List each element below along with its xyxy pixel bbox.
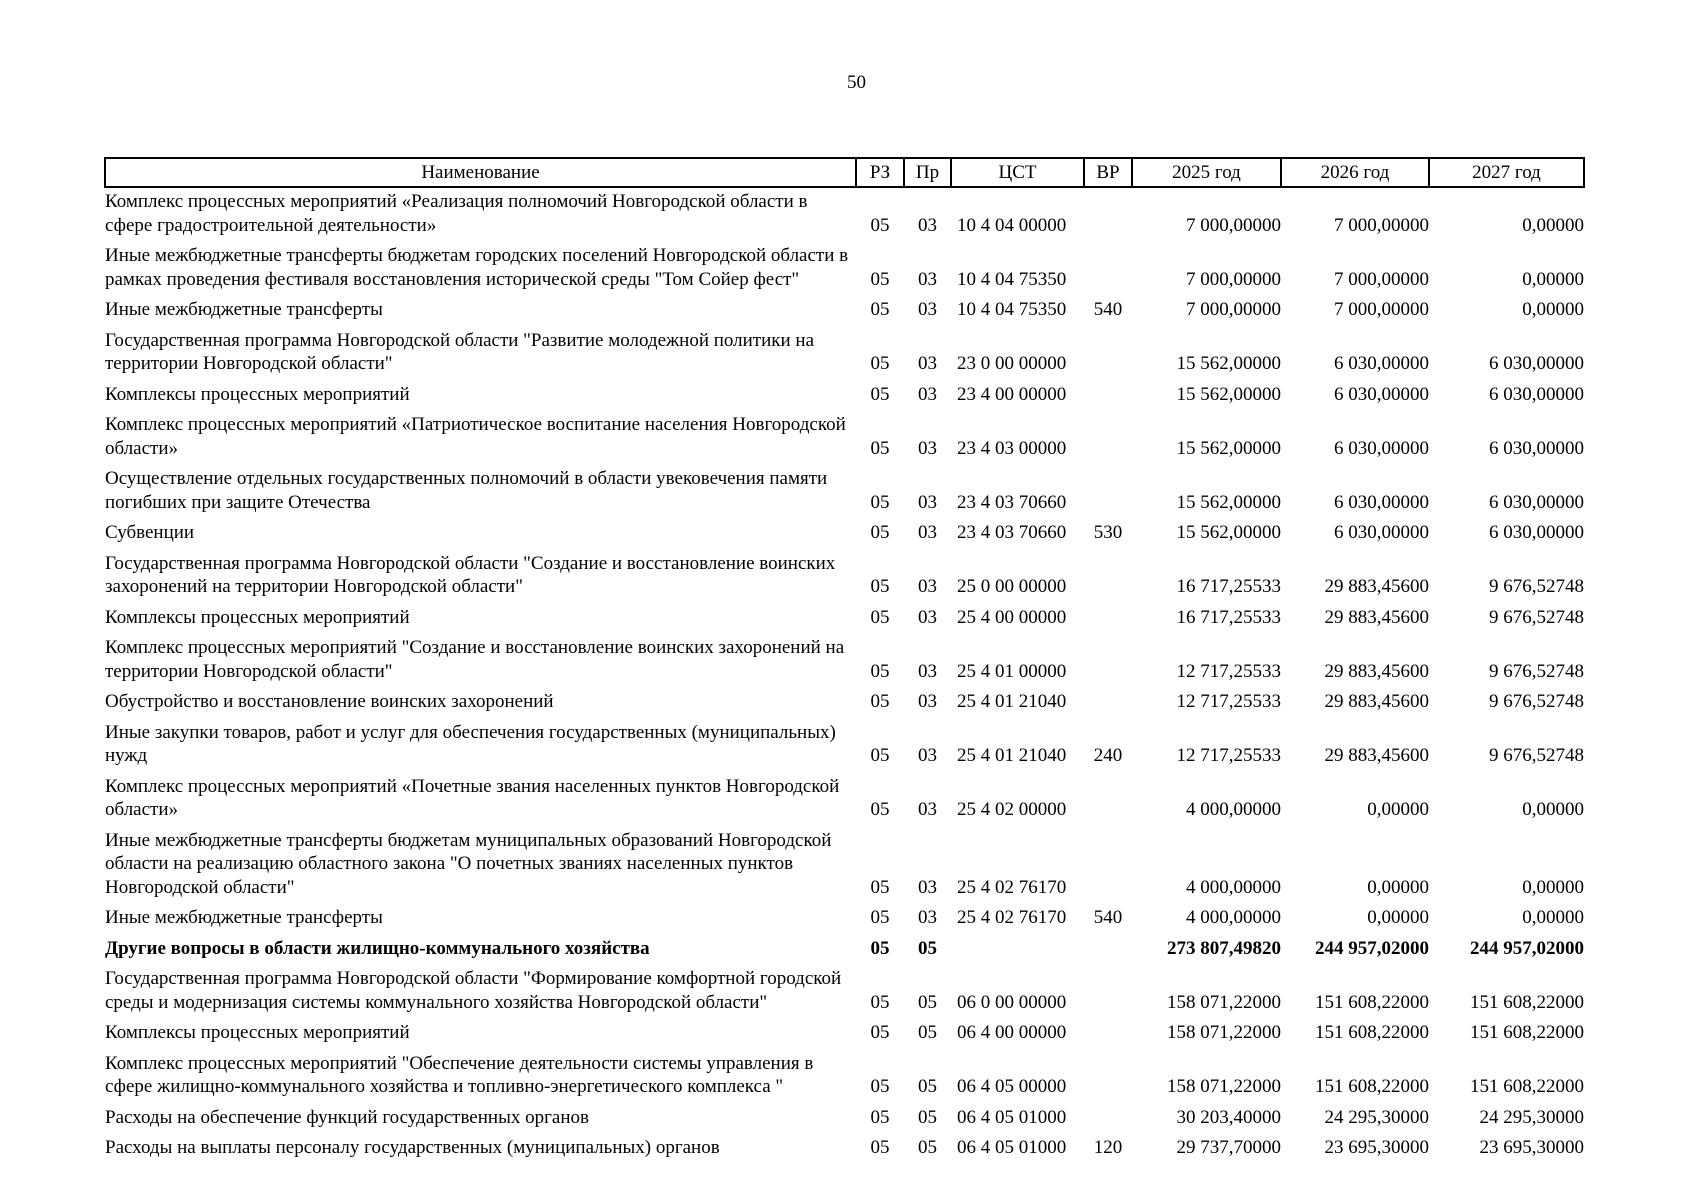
row-pr: 03 <box>918 799 937 820</box>
row-pr: 03 <box>918 491 937 513</box>
row-vr <box>1084 1016 1132 1047</box>
row-rz: 05 <box>870 1022 890 1043</box>
row-2025: 7 000,00000 <box>1186 299 1281 320</box>
row-2027: 9 676,52748 <box>1489 691 1584 712</box>
row-2026: 244 957,02000 <box>1315 937 1429 959</box>
budget-table <box>104 157 1585 1162</box>
row-2025: 16 717,25533 <box>1176 576 1281 597</box>
row-cst: 25 4 01 00000 <box>957 660 1067 682</box>
row-2026: 0,00000 <box>1367 799 1429 820</box>
row-2026: 6 030,00000 <box>1334 522 1429 543</box>
row-cst: 25 4 02 00000 <box>957 799 1067 820</box>
row-2025: 29 737,70000 <box>1176 1137 1281 1158</box>
table-row <box>105 187 1584 239</box>
row-2025: 7 000,00000 <box>1186 268 1281 290</box>
row-vr <box>1084 685 1132 716</box>
header-pr: Пр <box>904 158 951 187</box>
table-row <box>105 324 1584 378</box>
row-name: Иные межбюджетные трансферты бюджетам муниципальных образований Новгородской области на реализацию областного закона "О почетных званиях населенных пунктов Новгородской области" <box>105 829 832 898</box>
row-name: Иные закупки товаров, работ и услуг для обеспечения государственных (муниципальных) нужд <box>105 721 836 766</box>
row-pr: 03 <box>918 876 937 898</box>
row-2027: 6 030,00000 <box>1489 522 1584 543</box>
header-cst: ЦСТ <box>951 158 1084 187</box>
row-2025: 12 717,25533 <box>1176 691 1281 712</box>
row-pr: 05 <box>918 1022 937 1043</box>
row-rz: 05 <box>870 299 890 320</box>
row-pr: 03 <box>918 214 937 236</box>
header-rz: РЗ <box>856 158 904 187</box>
row-2027: 244 957,02000 <box>1470 937 1584 959</box>
row-rz: 05 <box>870 799 890 820</box>
row-rz: 05 <box>870 1106 890 1128</box>
header-2026: 2026 год <box>1281 158 1429 187</box>
row-pr: 05 <box>918 937 937 959</box>
row-2026: 29 883,45600 <box>1324 691 1429 712</box>
row-2027: 0,00000 <box>1522 907 1584 928</box>
row-vr: 120 <box>1093 1137 1123 1158</box>
row-rz: 05 <box>870 876 890 898</box>
row-name: Комплекс процессных мероприятий "Создание и восстановление воинских захоронений на территории Новгородской области" <box>105 637 845 682</box>
table-row <box>105 601 1584 632</box>
row-rz: 05 <box>870 991 890 1013</box>
row-vr <box>1084 932 1132 963</box>
row-name: Комплекс процессных мероприятий "Обеспечение деятельности системы управления в сфере жилищно-коммунального хозяйства и топливно-энергетического комплекса " <box>105 1052 814 1097</box>
row-2027: 151 608,22000 <box>1470 991 1584 1013</box>
table-header <box>105 158 1584 187</box>
row-rz: 05 <box>870 383 890 405</box>
row-2025: 273 807,49820 <box>1167 937 1281 959</box>
row-pr: 05 <box>918 991 937 1013</box>
table-row <box>105 1016 1584 1047</box>
row-name: Комплексы процессных мероприятий <box>105 606 410 628</box>
row-rz: 05 <box>870 745 890 766</box>
row-2026: 6 030,00000 <box>1334 437 1429 459</box>
row-cst: 10 4 04 75350 <box>957 268 1067 290</box>
row-cst: 06 0 00 00000 <box>957 991 1067 1013</box>
row-vr <box>1084 239 1132 293</box>
row-cst: 06 4 05 01000 <box>957 1137 1067 1158</box>
row-2027: 151 608,22000 <box>1470 1076 1584 1097</box>
table-row <box>105 631 1584 685</box>
row-name: Другие вопросы в области жилищно-коммунального хозяйства <box>105 937 650 959</box>
row-2027: 6 030,00000 <box>1489 353 1584 374</box>
row-name: Осуществление отдельных государственных полномочий в области увековечения памяти погибших при защите Отечества <box>105 468 828 513</box>
row-rz: 05 <box>870 606 890 628</box>
row-2026: 151 608,22000 <box>1315 1076 1429 1097</box>
table-row <box>105 408 1584 462</box>
table-row <box>105 516 1584 547</box>
row-2026: 0,00000 <box>1367 876 1429 898</box>
table-row <box>105 1131 1584 1162</box>
row-name: Обустройство и восстановление воинских захоронений <box>105 691 554 712</box>
row-cst: 25 4 02 76170 <box>957 907 1067 928</box>
table-row <box>105 293 1584 324</box>
table-row <box>105 770 1584 824</box>
row-2026: 29 883,45600 <box>1324 606 1429 628</box>
row-cst: 06 4 00 00000 <box>957 1022 1067 1043</box>
row-2026: 6 030,00000 <box>1334 491 1429 513</box>
row-cst: 23 4 03 70660 <box>957 522 1067 543</box>
table-row <box>105 962 1584 1016</box>
header-vr: ВР <box>1084 158 1132 187</box>
table-row <box>105 1101 1584 1132</box>
row-2026: 29 883,45600 <box>1324 576 1429 597</box>
row-2026: 6 030,00000 <box>1334 383 1429 405</box>
row-cst: 23 4 03 00000 <box>957 437 1067 459</box>
row-2025: 4 000,00000 <box>1186 876 1281 898</box>
header-name: Наименование <box>105 158 856 187</box>
row-2025: 15 562,00000 <box>1176 383 1281 405</box>
section-total-row <box>105 932 1584 963</box>
table-row <box>105 824 1584 902</box>
row-name: Государственная программа Новгородской области "Формирование комфортной городской среды и модернизация системы коммунального хозяйства Новгородской области" <box>105 968 842 1013</box>
row-vr: 530 <box>1093 522 1123 543</box>
row-pr: 03 <box>918 437 937 459</box>
row-name: Иные межбюджетные трансферты <box>105 299 383 320</box>
row-2027: 9 676,52748 <box>1489 745 1584 766</box>
row-vr <box>1084 824 1132 902</box>
row-2025: 15 562,00000 <box>1176 491 1281 513</box>
row-2027: 9 676,52748 <box>1489 606 1584 628</box>
row-cst: 25 4 00 00000 <box>957 606 1067 628</box>
row-rz: 05 <box>870 576 890 597</box>
row-2025: 158 071,22000 <box>1167 1022 1281 1043</box>
header-2025: 2025 год <box>1132 158 1281 187</box>
row-2025: 12 717,25533 <box>1176 660 1281 682</box>
row-cst <box>951 932 1084 963</box>
row-cst: 23 4 00 00000 <box>957 383 1067 405</box>
row-2025: 4 000,00000 <box>1186 799 1281 820</box>
row-vr: 240 <box>1093 745 1123 766</box>
row-2027: 9 676,52748 <box>1489 660 1584 682</box>
row-rz: 05 <box>870 214 890 236</box>
row-2025: 30 203,40000 <box>1176 1106 1281 1128</box>
row-2027: 6 030,00000 <box>1489 383 1584 405</box>
row-2026: 151 608,22000 <box>1315 1022 1429 1043</box>
row-rz: 05 <box>870 1076 890 1097</box>
row-vr: 540 <box>1093 907 1123 928</box>
row-2026: 151 608,22000 <box>1315 991 1429 1013</box>
row-name: Иные межбюджетные трансферты <box>105 907 383 928</box>
row-2027: 0,00000 <box>1522 876 1584 898</box>
row-rz: 05 <box>870 522 890 543</box>
row-2027: 0,00000 <box>1522 268 1584 290</box>
row-2025: 158 071,22000 <box>1167 991 1281 1013</box>
table-row <box>105 462 1584 516</box>
row-2025: 15 562,00000 <box>1176 353 1281 374</box>
row-2026: 29 883,45600 <box>1324 745 1429 766</box>
row-name: Субвенции <box>105 522 195 543</box>
row-2027: 24 295,30000 <box>1479 1106 1584 1128</box>
row-vr <box>1084 324 1132 378</box>
row-name: Расходы на выплаты персоналу государственных (муниципальных) органов <box>105 1137 720 1158</box>
row-pr: 03 <box>918 353 937 374</box>
row-cst: 06 4 05 01000 <box>957 1106 1067 1128</box>
row-cst: 25 4 01 21040 <box>957 691 1067 712</box>
row-pr: 03 <box>918 660 937 682</box>
row-2027: 9 676,52748 <box>1489 576 1584 597</box>
row-2026: 24 295,30000 <box>1324 1106 1429 1128</box>
table-row <box>105 685 1584 716</box>
row-2026: 0,00000 <box>1367 907 1429 928</box>
row-vr <box>1084 547 1132 601</box>
row-name: Комплекс процессных мероприятий «Патриотическое воспитание населения Новгородской области» <box>105 414 846 459</box>
row-pr: 03 <box>918 907 937 928</box>
table-row <box>105 716 1584 770</box>
row-2026: 7 000,00000 <box>1334 268 1429 290</box>
row-pr: 05 <box>918 1106 937 1128</box>
table-row <box>105 547 1584 601</box>
row-vr <box>1084 408 1132 462</box>
row-2025: 16 717,25533 <box>1176 606 1281 628</box>
row-2027: 23 695,30000 <box>1479 1137 1584 1158</box>
row-cst: 06 4 05 00000 <box>957 1076 1067 1097</box>
row-rz: 05 <box>870 353 890 374</box>
row-name: Расходы на обеспечение функций государственных органов <box>105 1106 589 1128</box>
row-2025: 12 717,25533 <box>1176 745 1281 766</box>
row-pr: 05 <box>918 1137 937 1158</box>
row-2027: 6 030,00000 <box>1489 437 1584 459</box>
row-2026: 7 000,00000 <box>1334 299 1429 320</box>
row-vr <box>1084 378 1132 409</box>
row-pr: 03 <box>918 576 937 597</box>
row-rz: 05 <box>870 691 890 712</box>
row-2025: 4 000,00000 <box>1186 907 1281 928</box>
row-cst: 25 4 01 21040 <box>957 745 1067 766</box>
row-pr: 05 <box>918 1076 937 1097</box>
row-pr: 03 <box>918 522 937 543</box>
row-rz: 05 <box>870 660 890 682</box>
row-name: Комплекс процессных мероприятий «Почетные звания населенных пунктов Новгородской области» <box>105 775 840 820</box>
table-row <box>105 901 1584 932</box>
table-row <box>105 378 1584 409</box>
row-vr <box>1084 462 1132 516</box>
table-row <box>105 1047 1584 1101</box>
row-2027: 0,00000 <box>1522 214 1584 236</box>
row-pr: 03 <box>918 268 937 290</box>
row-vr <box>1084 770 1132 824</box>
row-cst: 25 4 02 76170 <box>957 876 1067 898</box>
row-pr: 03 <box>918 745 937 766</box>
row-name: Комплексы процессных мероприятий <box>105 1022 410 1043</box>
row-vr: 540 <box>1093 299 1123 320</box>
row-cst: 10 4 04 00000 <box>957 214 1067 236</box>
row-vr <box>1084 187 1132 239</box>
row-rz: 05 <box>870 268 890 290</box>
row-vr <box>1084 631 1132 685</box>
row-pr: 03 <box>918 383 937 405</box>
table-row <box>105 239 1584 293</box>
row-rz: 05 <box>870 907 890 928</box>
row-2025: 15 562,00000 <box>1176 522 1281 543</box>
header-2027: 2027 год <box>1429 158 1584 187</box>
row-rz: 05 <box>870 937 890 959</box>
row-rz: 05 <box>870 491 890 513</box>
row-name: Комплекс процессных мероприятий «Реализация полномочий Новгородской области в сфере градостроительной деятельности» <box>105 191 808 236</box>
row-2026: 7 000,00000 <box>1334 214 1429 236</box>
row-2025: 7 000,00000 <box>1186 214 1281 236</box>
row-2026: 29 883,45600 <box>1324 660 1429 682</box>
table-body <box>105 187 1584 1162</box>
row-2027: 0,00000 <box>1522 299 1584 320</box>
row-2025: 158 071,22000 <box>1167 1076 1281 1097</box>
row-name: Государственная программа Новгородской области "Создание и восстановление воинских захоронений на территории Новгородской области" <box>105 552 836 597</box>
row-cst: 23 0 00 00000 <box>957 353 1067 374</box>
row-cst: 10 4 04 75350 <box>957 299 1067 320</box>
row-name: Комплексы процессных мероприятий <box>105 383 410 405</box>
row-vr <box>1084 962 1132 1016</box>
row-pr: 03 <box>918 691 937 712</box>
row-name: Иные межбюджетные трансферты бюджетам городских поселений Новгородской области в рамках проведения фестиваля восстановления исторической среды "Том Сойер фест" <box>105 245 849 290</box>
row-2026: 6 030,00000 <box>1334 353 1429 374</box>
row-pr: 03 <box>918 606 937 628</box>
row-name: Государственная программа Новгородской области "Развитие молодежной политики на территории Новгородской области" <box>105 329 815 374</box>
row-2027: 151 608,22000 <box>1470 1022 1584 1043</box>
page-number: 50 <box>847 72 866 93</box>
row-2027: 0,00000 <box>1522 799 1584 820</box>
row-2026: 23 695,30000 <box>1324 1137 1429 1158</box>
row-vr <box>1084 601 1132 632</box>
row-rz: 05 <box>870 1137 890 1158</box>
row-vr <box>1084 1101 1132 1132</box>
row-cst: 23 4 03 70660 <box>957 491 1067 513</box>
row-pr: 03 <box>918 299 937 320</box>
row-rz: 05 <box>870 437 890 459</box>
row-cst: 25 0 00 00000 <box>957 576 1067 597</box>
row-vr <box>1084 1047 1132 1101</box>
row-2027: 6 030,00000 <box>1489 491 1584 513</box>
row-2025: 15 562,00000 <box>1176 437 1281 459</box>
